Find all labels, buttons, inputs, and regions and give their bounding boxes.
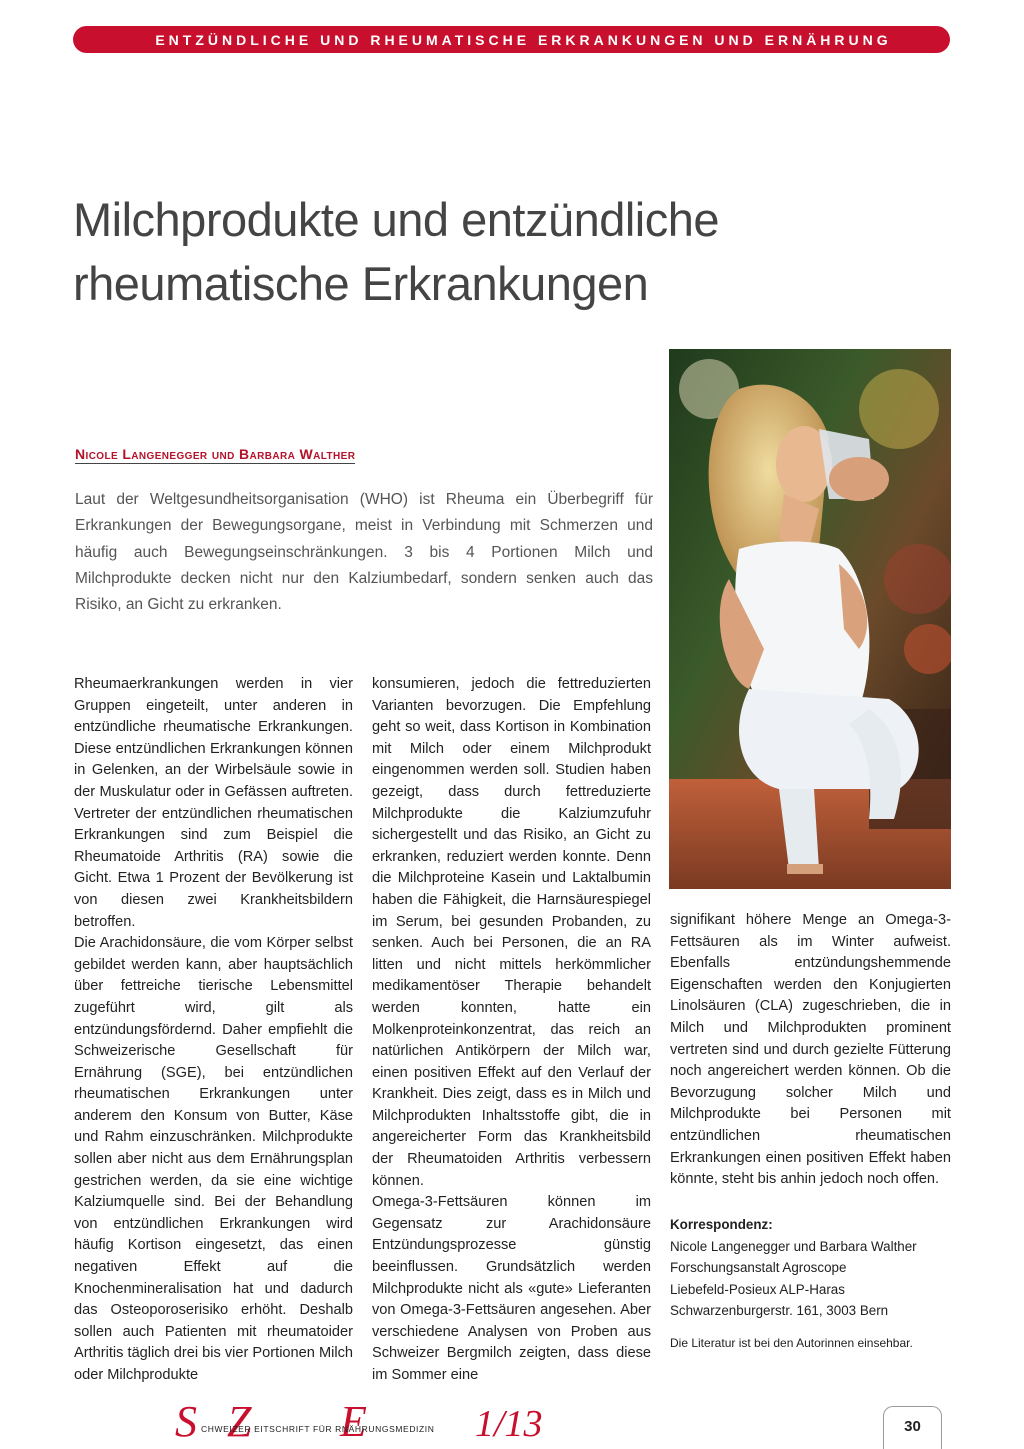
correspondence-line-3: Liebefeld-Posieux ALP-Haras — [670, 1281, 845, 1297]
journal-logo — [175, 1394, 575, 1444]
column-3-paragraph-1: signifikant höhere Menge an Omega-3-Fettsäuren als im Winter aufweist. Ebenfalls entzündungshemmende Eigenschaften werden den Konjugierten Linolsäuren (CLA) zugeschrieben, die in Milch und Milchprodukten prominent vertreten sind und durch gezielte Fütterung noch angereichert werden können. Ob die Bevorzugung solcher Milch und Milchprodukte bei Personen mit entzündlichen rheumatischen Erkrankungen einen positiven Effekt haben könnte, steht bis anhin jedoch noch offen. — [670, 912, 951, 1188]
column-2-paragraph-2: Omega-3-Fettsäuren können im Gegensatz zur Arachidonsäure Entzündungsprozesse günstig beeinflussen. Grundsätzlich werden Milchprodukte nicht als «gute» Lieferanten von Omega-3-Fettsäuren angesehen. Aber verschiedene Analysen von Proben aus Schweizer Bergmilch zeigten, dass diese im Sommer eine — [372, 1194, 651, 1383]
article-lead: Laut der Weltgesundheitsorganisation (WHO) ist Rheuma ein Überbegriff für Erkrankungen der Bewegungsorgane, meist in Verbindung mit Schmerzen und häufig auch Bewegungseinschränkungen. 3 bis 4 Portionen Milch und Milchprodukte decken nicht nur den Kalziumbedarf, sondern senken auch das Risiko, an Gicht zu erkranken. — [75, 491, 653, 614]
column-1 — [74, 674, 353, 1387]
correspondence-line-4: Schwarzenburgerstr. 161, 3003 Bern — [670, 1303, 889, 1318]
article-title-line1: Milchprodukte und entzündliche — [73, 193, 720, 246]
article-title-line2: rheumatische Erkrankungen — [73, 257, 649, 310]
literature-note: Die Literatur ist bei den Autorinnen einsehbar. — [670, 1336, 913, 1350]
correspondence-heading: Korrespondenz: — [670, 1217, 773, 1232]
journal-logo-wordmark: CHWEIZER EITSCHRIFT FÜR RNÄHRUNGSMEDIZIN — [201, 1424, 435, 1434]
correspondence-block — [670, 1214, 960, 1322]
journal-logo-e: E — [340, 1397, 367, 1444]
column-3 — [670, 910, 951, 1191]
column-2 — [372, 674, 651, 1387]
journal-issue: 1/13 — [475, 1403, 543, 1444]
section-banner — [73, 26, 950, 53]
page-number: 30 — [883, 1406, 942, 1449]
column-1-paragraph-2: Die Arachidonsäure, die vom Körper selbst gebildet werden kann, aber hauptsächlich über fettreiche tierische Lebensmittel zugeführt wird, gilt als entzündungsfördernd. Daher empfiehlt die Schweizerische Gesellschaft für Ernährung (SGE), bei entzündlichen rheumatischen Erkrankungen unter anderem den Konsum von Butter, Käse und Rahm einzuschränken. Milchprodukte sollen aber nicht aus dem Ernährungsplan gestrichen werden, da sie eine wichtige Kalziumquelle sind. Bei der Behandlung von entzündlichen Erkrankungen wird häufig Kortison eingesetzt, das einen negativen Effekt auf die Knochenmineralisation hat und dadurch das Osteoporoserisiko erhöht. Deshalb sollen auch Patienten mit rheumatoider Arthritis täglich drei bis vier Portionen Milch oder Milchprodukte — [74, 935, 354, 1383]
journal-logo-z: Z — [227, 1397, 252, 1444]
article-authors: Nicole Langenegger und Barbara Walther — [75, 446, 356, 462]
woman-drinking-milk-photo — [669, 349, 951, 889]
journal-logo-s: S — [175, 1397, 197, 1444]
column-2-paragraph-1: konsumieren, jedoch die fettreduzierten Varianten bevorzugen. Die Empfehlung geht so weit, dass Kortison in Kombination mit Milch oder einem Milchprodukt eingenommen werden soll. Studien haben gezeigt, dass durch fettreduzierte Milchprodukte die Kalziumzufuhr sichergestellt und das Risiko, an Gicht zu erkranken, reduziert werden konnte. Denn die Milchproteine Kasein und Laktalbumin haben die Fähigkeit, die Harnsäurespiegel im Serum, bei gesunden Probanden, zu senken. Auch bei Personen, die an RA litten und nicht mittels herkömmlicher medikamentöser Therapie behandelt werden konnten, hatte ein Molkenproteinkonzentrat, das reich an natürlichen Antikörpern der Milch war, einen positiven Effekt auf den Verlauf der Krankheit. Dies zeigt, dass es in Milch und Milchprodukten Inhaltsstoffe gibt, die in angereicherter Form das Krankheitsbild der Rheumatoiden Arthritis verbessern können. — [372, 676, 651, 1189]
correspondence-line-2: Forschungsanstalt Agroscope — [670, 1260, 847, 1275]
article-title — [73, 188, 873, 316]
section-banner-text: ENTZÜNDLICHE UND RHEUMATISCHE ERKRANKUNGEN UND ERNÄHRUNG — [155, 32, 892, 48]
column-1-paragraph-1: Rheumaerkrankungen werden in vier Gruppen eingeteilt, unter anderen in entzündliche rheumatische Erkrankungen. Diese entzündlichen Erkrankungen können in Gelenken, an der Wirbelsäule sowie in der Muskulatur oder in Gefässen auftreten. Vertreter der entzündlichen rheumatischen Erkrankungen sind zum Beispiel die Rheumatoide Arthritis (RA) sowie die Gicht. Etwa 1 Prozent der Bevölkerung ist von diesen zwei Krankheitsbildern betroffen. — [74, 676, 353, 930]
correspondence-line-1: Nicole Langenegger und Barbara Walther — [670, 1238, 917, 1254]
